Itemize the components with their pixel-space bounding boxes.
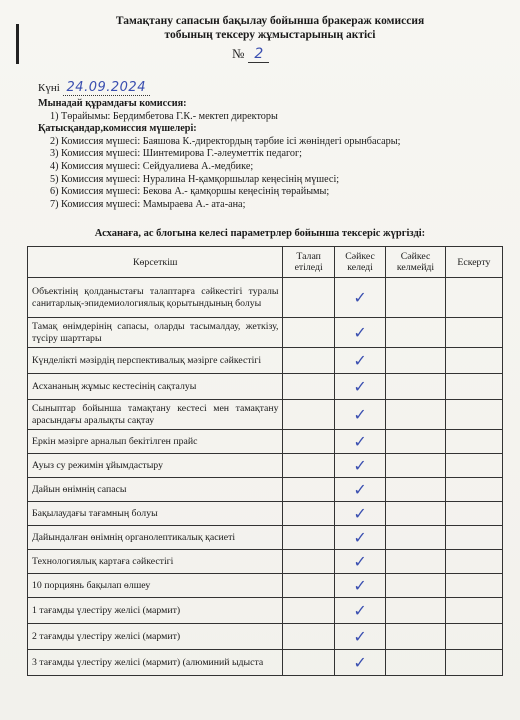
row-note — [445, 650, 502, 676]
table-row — [28, 278, 503, 318]
row-noncompliant — [386, 478, 445, 502]
date-line — [38, 80, 150, 95]
table-row — [28, 574, 503, 598]
member-item: 4) Комиссия мүшесі: Сейдуалиева А.-медбике; — [50, 160, 254, 172]
checkmark-icon: ✓ — [334, 598, 385, 624]
member-item: 7) Комиссия мүшесі: Мамыраева А.- ата-ана; — [50, 198, 246, 210]
member-item: 5) Комиссия мүшесі: Нуралина Н-қамқоршылар кеңесінің мүшесі; — [50, 173, 340, 185]
row-indicator: Ауыз су режимін ұйымдастыру — [28, 454, 283, 478]
row-noncompliant — [386, 348, 445, 374]
row-noncompliant — [386, 550, 445, 574]
table-row — [28, 598, 503, 624]
row-note — [445, 574, 502, 598]
commission-chair: 1) Төрайымы: Бердимбетова Г.К.- мектеп директоры — [50, 110, 278, 122]
row-note — [445, 278, 502, 318]
row-required — [283, 624, 334, 650]
row-required — [283, 400, 334, 430]
act-number-label: № — [232, 46, 245, 61]
row-note — [445, 374, 502, 400]
inspection-table — [27, 246, 503, 676]
table-row — [28, 374, 503, 400]
member-item: 3) Комиссия мүшесі: Шинтемирова Г.-әлеуметтік педагог; — [50, 148, 303, 160]
row-note — [445, 400, 502, 430]
row-indicator: 3 тағамды үлестіру желісі (мармит) (алюминий ыдыста — [28, 650, 283, 676]
col-header-noncompliant: Сәйкес келмейді — [386, 247, 445, 278]
row-required — [283, 454, 334, 478]
row-note — [445, 550, 502, 574]
table-row — [28, 502, 503, 526]
checkmark-icon: ✓ — [334, 374, 385, 400]
row-noncompliant — [386, 400, 445, 430]
member-item: 2) Комиссия мүшесі: Баяшова К.-директордың тәрбие ісі жөніндегі орынбасары; — [50, 135, 401, 147]
row-noncompliant — [386, 278, 445, 318]
margin-mark — [16, 24, 19, 64]
composition-header: Мынадай құрамдағы комиссия: — [38, 98, 187, 109]
row-indicator: Күнделікті мәзірдің перспективалық мәзірге сәйкестігі — [28, 348, 283, 374]
row-required — [283, 374, 334, 400]
row-required — [283, 574, 334, 598]
checkmark-icon: ✓ — [334, 318, 385, 348]
table-row — [28, 550, 503, 574]
row-note — [445, 624, 502, 650]
row-indicator: Сыныптар бойынша тамақтану кестесі мен тамақтану арасындағы аралықты сақтау — [28, 400, 283, 430]
row-indicator: Тамақ өнімдерінің сапасы, оларды тасымалдау, жеткізу, түсіру шарттары — [28, 318, 283, 348]
row-required — [283, 598, 334, 624]
row-note — [445, 478, 502, 502]
date-label: Күні — [38, 82, 60, 94]
row-note — [445, 502, 502, 526]
row-note — [445, 348, 502, 374]
row-note — [445, 598, 502, 624]
document-title-line1: Тамақтану сапасын бақылау бойынша бракераж комиссия — [115, 15, 425, 27]
section-title: Асханаға, ас блогына келесі параметрлер бойынша тексеріс жүргізді: — [94, 228, 426, 239]
row-indicator: 2 тағамды үлестіру желісі (мармит) — [28, 624, 283, 650]
row-indicator: Дайындалған өнімнің органолептикалық қасиеті — [28, 526, 283, 550]
checkmark-icon: ✓ — [334, 574, 385, 598]
row-required — [283, 348, 334, 374]
row-required — [283, 650, 334, 676]
row-indicator: Бақылаудағы тағамның болуы — [28, 502, 283, 526]
checkmark-icon: ✓ — [334, 430, 385, 454]
table-row — [28, 478, 503, 502]
act-number-value: 2 — [248, 46, 269, 63]
table-row — [28, 348, 503, 374]
checkmark-icon: ✓ — [334, 502, 385, 526]
row-noncompliant — [386, 374, 445, 400]
row-required — [283, 478, 334, 502]
row-required — [283, 430, 334, 454]
row-indicator: Объектінің қолданыстағы талаптарға сәйкестігі туралы санитарлық-эпидемиологиялық қорытындының болуы — [28, 278, 283, 318]
row-required — [283, 502, 334, 526]
checkmark-icon: ✓ — [334, 278, 385, 318]
row-indicator: 1 тағамды үлестіру желісі (мармит) — [28, 598, 283, 624]
checkmark-icon: ✓ — [334, 650, 385, 676]
col-header-compliant: Сәйкес келеді — [334, 247, 385, 278]
checkmark-icon: ✓ — [334, 348, 385, 374]
row-note — [445, 454, 502, 478]
document-title-line2: тобының тексеру жұмыстарының актісі — [164, 29, 376, 41]
checkmark-icon: ✓ — [334, 400, 385, 430]
table-row — [28, 400, 503, 430]
member-item: 6) Комиссия мүшесі: Бекова А.- қамқоршы кеңесінің төрайымы; — [50, 186, 330, 198]
row-note — [445, 430, 502, 454]
row-noncompliant — [386, 430, 445, 454]
checkmark-icon: ✓ — [334, 478, 385, 502]
checkmark-icon: ✓ — [334, 526, 385, 550]
row-indicator: Асхананың жұмыс кестесінің сақталуы — [28, 374, 283, 400]
checkmark-icon: ✓ — [334, 624, 385, 650]
col-header-indicator: Көрсеткіш — [28, 247, 283, 278]
row-required — [283, 526, 334, 550]
table-row — [28, 650, 503, 676]
table-row — [28, 430, 503, 454]
row-required — [283, 318, 334, 348]
checkmark-icon: ✓ — [334, 454, 385, 478]
table-row — [28, 454, 503, 478]
date-value: 24.09.2024 — [63, 80, 150, 96]
row-indicator: 10 порциянь бақылап өлшеу — [28, 574, 283, 598]
row-noncompliant — [386, 598, 445, 624]
row-required — [283, 278, 334, 318]
participants-header: Қатысқандар,комиссия мүшелері: — [38, 123, 197, 135]
table-row — [28, 526, 503, 550]
table-row — [28, 318, 503, 348]
commission-list — [38, 98, 498, 211]
row-noncompliant — [386, 454, 445, 478]
row-required — [283, 550, 334, 574]
table-header-row — [28, 247, 503, 278]
table-row — [28, 624, 503, 650]
row-noncompliant — [386, 526, 445, 550]
row-indicator: Технологиялық картаға сәйкестігі — [28, 550, 283, 574]
act-number — [232, 46, 269, 62]
row-noncompliant — [386, 502, 445, 526]
checkmark-icon: ✓ — [334, 550, 385, 574]
row-note — [445, 318, 502, 348]
row-noncompliant — [386, 574, 445, 598]
row-indicator: Еркін мәзірге арналып бекітілген прайс — [28, 430, 283, 454]
row-noncompliant — [386, 650, 445, 676]
row-noncompliant — [386, 624, 445, 650]
row-note — [445, 526, 502, 550]
row-noncompliant — [386, 318, 445, 348]
col-header-required: Талап етіледі — [283, 247, 334, 278]
col-header-note: Ескерту — [445, 247, 502, 278]
row-indicator: Дайын өнімнің сапасы — [28, 478, 283, 502]
